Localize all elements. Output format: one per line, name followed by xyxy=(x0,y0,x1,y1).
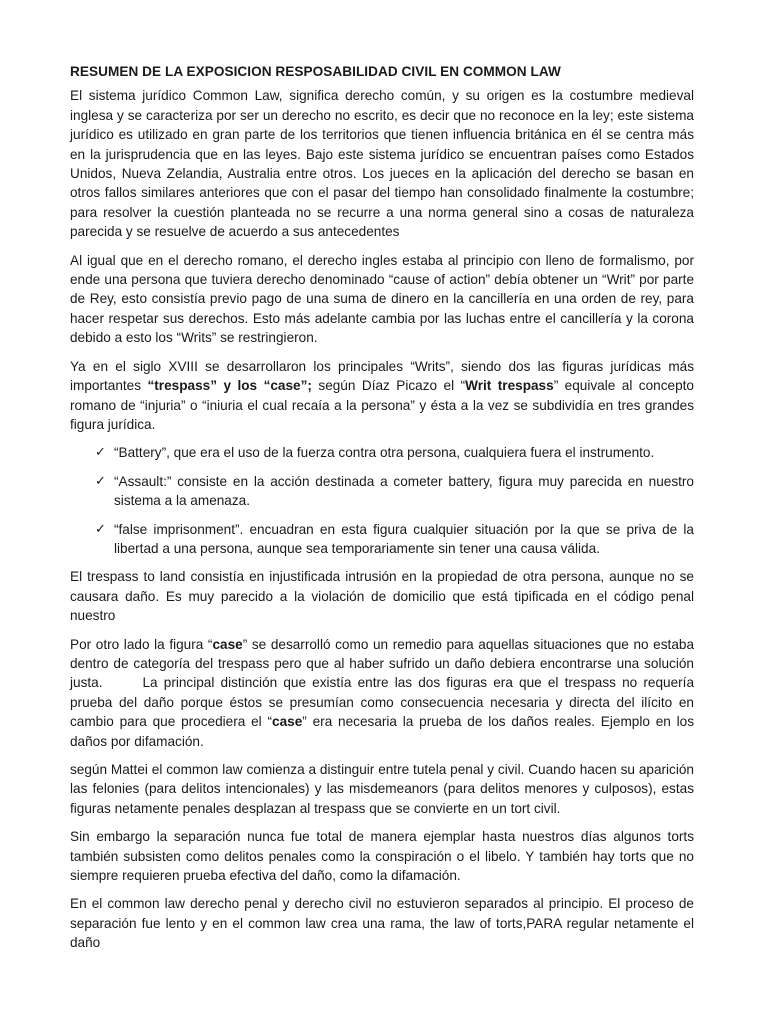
paragraph-text: La principal distinción que existía entre las dos figuras era que el trespass no requería prueba del daño porque éstos se presumían como consecuencia necesaria y directa del ilícito en cambio para que procediera el “ xyxy=(70,675,694,730)
paragraph-mattei: según Mattei el common law comienza a distinguir entre tutela penal y civil. Cuando hacen su aparición las felonies (para delitos intencionales) y las misdemeanors (para delitos menores y culposos), estas figuras netamente penales desplazan al trespass que se convierte en un tort civil. xyxy=(70,762,694,816)
check-icon: ✓ xyxy=(95,521,106,537)
bold-text: case xyxy=(212,636,243,652)
bold-text: Writ trespass xyxy=(465,378,554,394)
document-title: RESUMEN DE LA EXPOSICION RESPOSABILIDAD CIVIL EN COMMON LAW xyxy=(70,64,561,79)
paragraph-separacion: Sin embargo la separación nunca fue total de manera ejemplar hasta nuestros días algunos torts también subsisten como delitos penales como la conspiración o el libelo. Y también hay torts que no siempre requieren prueba efectiva del daño, como la difamación. xyxy=(70,829,694,884)
paragraph-text: Ya en el siglo XVIII se desarrollaron los principales “Writs”, siendo dos las figuras jurídicas más importantes xyxy=(70,358,694,394)
paragraph-law-of-torts: En el common law derecho penal y derecho civil no estuvieron separados al principio. El proceso de separación fue lento y en el common law crea una rama, the law of torts,PARA regular netamente el daño xyxy=(70,896,694,951)
list-item-text: “false imprisonment”. encuadran en esta figura cualquier situación por la que se priva de la libertad a una persona, aunque sea temporariamente sin tener una causa válida. xyxy=(114,521,694,556)
paragraph-text: según Díaz Picazo el “ xyxy=(311,378,466,394)
list-item xyxy=(70,472,694,511)
paragraph-derecho-romano: Al igual que en el derecho romano, el derecho ingles estaba al principio con lleno de formalismo, por ende una persona que tuviera derecho denominado “cause of action” debía obtener un “Writ” por parte de Rey, esto consistía previo pago de una suma de dinero en la cancillería en una orden de rey, para hacer respetar sus derechos. Esto más adelante cambia por las luchas entre el cancillería y la corona debido a esto los “Writs” se restringieron. xyxy=(70,252,694,346)
paragraph-text: Por otro lado la figura “ xyxy=(70,636,213,652)
bold-text: case xyxy=(272,714,303,730)
list-item xyxy=(70,520,694,559)
check-list xyxy=(70,443,694,558)
paragraph-writs xyxy=(70,357,694,435)
paragraph-case xyxy=(70,635,694,751)
list-item-text: “Assault:” consiste en la acción destinada a cometer battery, figura muy parecida en nuestro sistema a la amenaza. xyxy=(114,473,694,509)
list-item xyxy=(70,443,694,462)
bold-text: “trespass” y los “case”; xyxy=(147,378,312,394)
paragraph-text: ” se desarrolló como un remedio para aquellas situaciones que no estaba dentro de categoría del trespass pero que al haber sufrido un daño debiera encontrarse una solución justa. xyxy=(70,636,694,691)
paragraph-trespass-to-land: El trespass to land consistía en injustificada intrusión en la propiedad de otra persona, aunque no se causara daño. Es muy parecido a la violación de domicilio que está tipificada en el código penal nuestro xyxy=(70,569,694,624)
check-icon: ✓ xyxy=(95,445,106,461)
paragraph-text: ” era necesaria la prueba de los daños reales. Ejemplo en los daños por difamación. xyxy=(70,714,694,749)
document-page xyxy=(70,62,694,962)
paragraph-text: ” equivale al concepto romano de “injuria” o “iniuria el cual recaía a la persona” y ésta a la vez se subdividía en tres grandes figura jurídica. xyxy=(70,378,694,432)
list-item-text: “Battery”, que era el uso de la fuerza contra otra persona, cualquiera fuera el instrumento. xyxy=(114,445,655,461)
check-icon: ✓ xyxy=(95,473,106,489)
paragraph-common-law-intro: El sistema jurídico Common Law, significa derecho común, y su origen es la costumbre medieval inglesa y se caracteriza por ser un derecho no escrito, es decir que no reconoce en la ley; este sistema jurídico es utilizado en gran parte de los territorios que tienen influencia británica en él se centra más en la jurisprudencia que en las leyes. Bajo este sistema jurídico se encuentran países como Estados Unidos, Nueva Zelandia, Australia entre otros. Los jueces en la aplicación del derecho se basan en otros fallos similares anteriores que con el pasar del tiempo han consolidado finalmente la costumbre; para resolver la cuestión planteada no se recurre a una norma general sino a cosas de naturaleza parecida y se resuelve de acuerdo a sus antecedentes xyxy=(70,88,694,240)
